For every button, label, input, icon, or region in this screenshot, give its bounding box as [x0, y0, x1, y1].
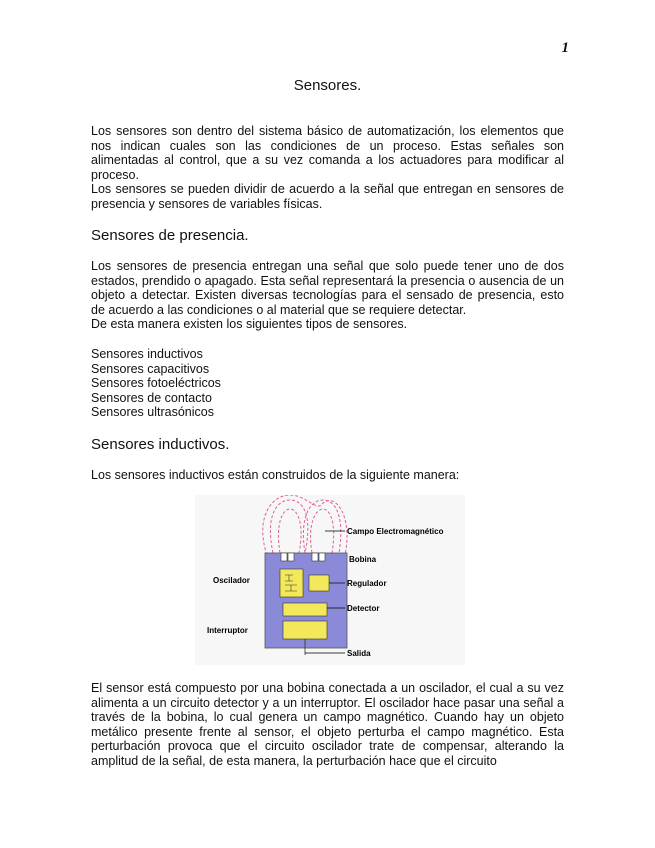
field-lines [263, 495, 347, 555]
heading-presence: Sensores de presencia. [91, 227, 249, 244]
label-salida: Salida [347, 649, 371, 658]
list-item: Sensores de contacto [91, 390, 212, 405]
inductive-sensor-diagram [195, 495, 465, 665]
presence-paragraph-1: Los sensores de presencia entregan una señal que solo puede tener uno de dos estados, prendido o apagado. Esta señal representará la presencia o ausencia de un objeto a detectar. Existen diversas tecnologías para el sensado de presencia, esto de acuerdo a las condiciones o al material que se requiere detectar. [91, 259, 564, 317]
page-title: Sensores. [293, 77, 362, 94]
intro-text [91, 124, 564, 212]
intro-paragraph-1: Los sensores son dentro del sistema básico de automatización, los elementos que nos indican cuales son las condiciones de un proceso. Estas señales son alimentadas al control, que a su vez comanda a los actuadores para modificar al proceso. [91, 124, 564, 182]
label-interruptor: Interruptor [207, 626, 248, 635]
oscillator-block [280, 569, 303, 597]
list-item: Sensores capacitivos [91, 361, 210, 376]
label-oscilador: Oscilador [213, 576, 250, 585]
sensor-types-list [91, 347, 221, 420]
detector-block [283, 603, 327, 616]
list-item: Sensores inductivos [91, 347, 203, 361]
intro-paragraph-2: Los sensores se pueden dividir de acuerdo a la señal que entregan en sensores de presencia y sensores de variables físicas. [91, 182, 564, 211]
list-item: Sensores ultrasónicos [91, 405, 214, 420]
label-bobina: Bobina [349, 555, 377, 564]
inductive-text: El sensor está compuesto por una bobina conectada a un oscilador, el cual a su vez alimenta a un circuito detector y a un interruptor. El oscilador hace pasar una señal a través de la bobina, lo cual genera un campo magnético. Cuando hay un objeto metálico presente frente al sensor, el objeto perturba el campo magnético. Esta perturbación provoca que el circuito oscilador trate de compensar, alterando la amplitud de la señal, de esta manera, la perturbación hace que el circuito [91, 681, 564, 768]
page-number: 1 [561, 40, 569, 56]
label-detector: Detector [347, 604, 380, 613]
label-regulador: Regulador [347, 579, 387, 588]
regulator-block [309, 575, 329, 591]
inductive-intro: Los sensores inductivos están construidos de la siguiente manera: [91, 468, 460, 482]
presence-paragraph-2: De esta manera existen los siguientes tipos de sensores. [91, 317, 408, 332]
heading-inductive: Sensores inductivos. [91, 436, 230, 453]
interruptor-block [283, 621, 327, 639]
presence-text [91, 259, 564, 332]
list-item: Sensores fotoeléctricos [91, 376, 221, 391]
label-campo: Campo Electromagnético [347, 527, 444, 536]
